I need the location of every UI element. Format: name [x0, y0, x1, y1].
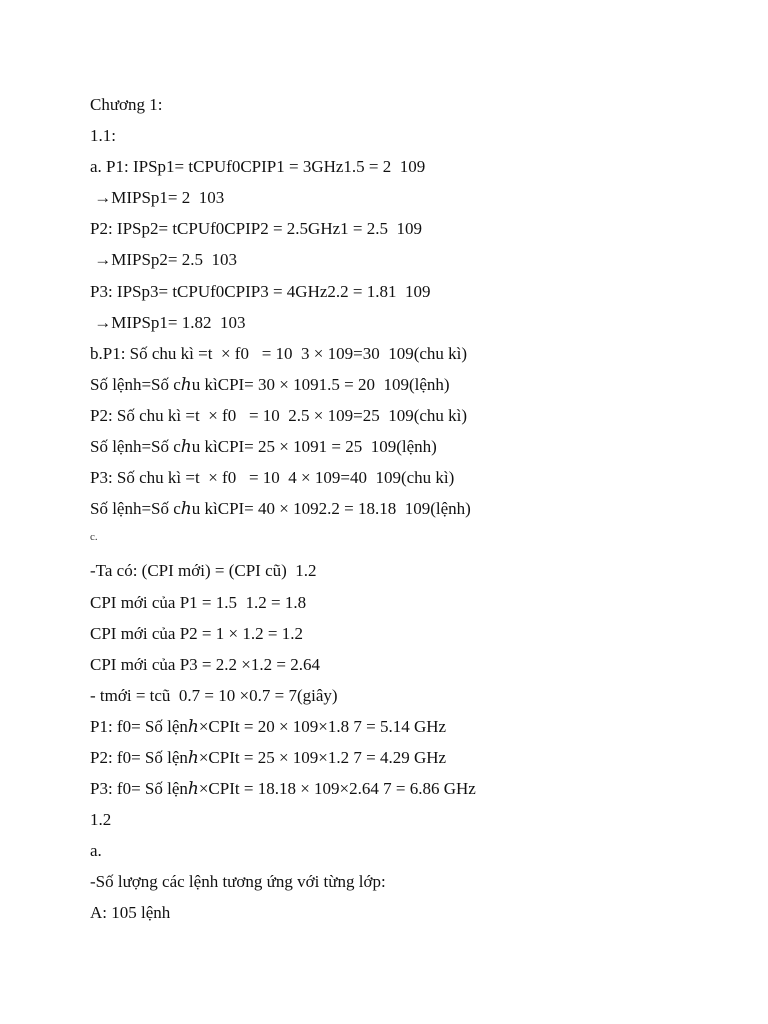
- text-line: CPI mới của P3 = 2.2 ×1.2 = 2.64: [90, 654, 320, 674]
- text-line: b.P1: Số chu kì =t × f0 = 10 3 × 109=30 109(chu kì): [90, 343, 468, 363]
- text-line: Số lệnh=Số cℎu kìCPI= 40 × 1092.2 = 18.18 109(lệnh): [90, 499, 471, 519]
- subsection-label: c.: [90, 531, 98, 544]
- text-line: →MIPSp2= 2.5 103: [90, 250, 238, 270]
- text-line: Số lệnh=Số cℎu kìCPI= 30 × 1091.5 = 20 109(lệnh): [90, 374, 450, 394]
- text-line: P3: f0= Số lệnℎ×CPIt = 18.18 × 109×2.64 7 = 6.86 GHz: [90, 779, 476, 799]
- section-heading: 1.2: [90, 810, 112, 830]
- text-line: Số lệnh=Số cℎu kìCPI= 25 × 1091 = 25 109(lệnh): [90, 437, 437, 457]
- text-line: P2: IPSp2= tCPUf0CPIP2 = 2.5GHz1 = 2.5 109: [90, 219, 422, 239]
- text-line: CPI mới của P2 = 1 × 1.2 = 1.2: [90, 623, 303, 643]
- text-line: →MIPSp1= 1.82 103: [90, 312, 246, 332]
- document-body: [90, 92, 730, 932]
- text-line: -Ta có: (CPI mới) = (CPI cũ) 1.2: [90, 561, 317, 581]
- text-line: - tmới = tcũ 0.7 = 10 ×0.7 = 7(giây): [90, 685, 338, 705]
- text-line: P3: Số chu kì =t × f0 = 10 4 × 109=40 109(chu kì): [90, 468, 455, 488]
- section-heading: 1.1:: [90, 126, 116, 146]
- text-line: →MIPSp1= 2 103: [90, 188, 225, 208]
- text-line: a. P1: IPSp1= tCPUf0CPIP1 = 3GHz1.5 = 2 109: [90, 157, 426, 177]
- text-line: P2: f0= Số lệnℎ×CPIt = 25 × 109×1.2 7 = 4.29 GHz: [90, 747, 447, 767]
- text-line: P2: Số chu kì =t × f0 = 10 2.5 × 109=25 109(chu kì): [90, 405, 468, 425]
- subsection-label: a.: [90, 841, 102, 861]
- chapter-heading: Chương 1:: [90, 95, 163, 114]
- text-line: A: 105 lệnh: [90, 903, 171, 923]
- text-line: -Số lượng các lệnh tương ứng với từng lớp:: [90, 872, 386, 892]
- text-line: P3: IPSp3= tCPUf0CPIP3 = 4GHz2.2 = 1.81 109: [90, 281, 431, 301]
- text-line: CPI mới của P1 = 1.5 1.2 = 1.8: [90, 592, 307, 612]
- text-line: P1: f0= Số lệnℎ×CPIt = 20 × 109×1.8 7 = 5.14 GHz: [90, 716, 447, 736]
